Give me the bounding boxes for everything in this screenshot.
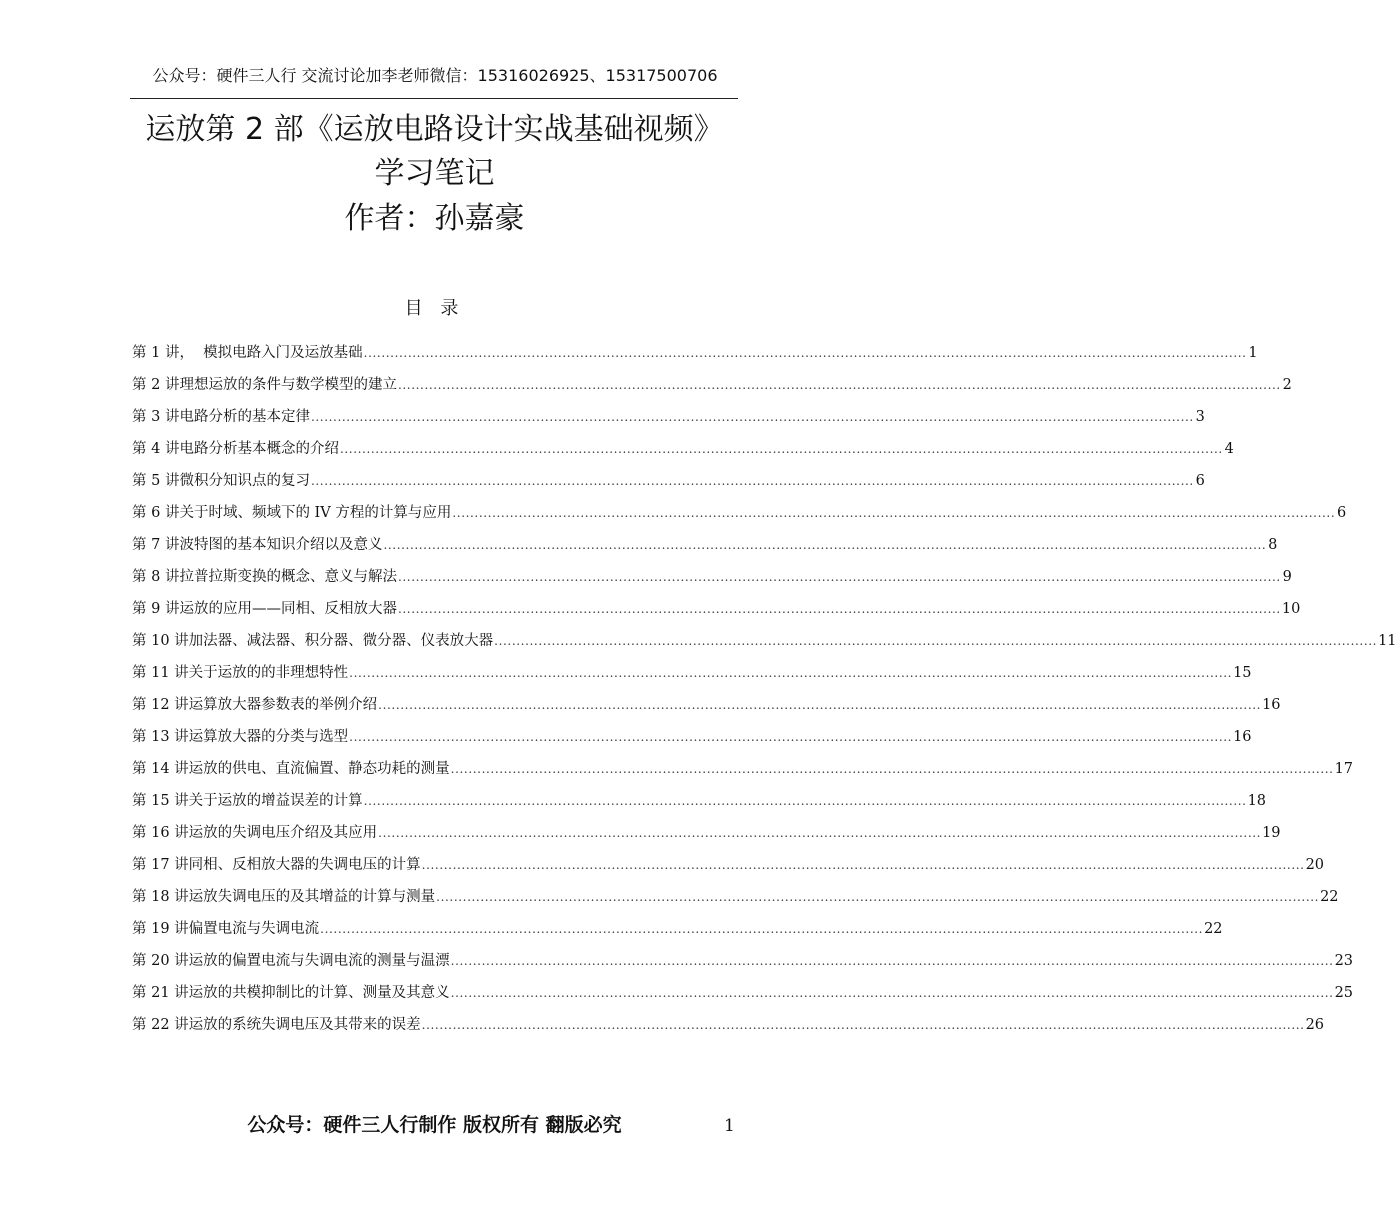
dot-leader: ........................................................................................................................................................................................................ <box>349 666 1233 680</box>
toc-entry-page: 19 <box>1262 825 1281 841</box>
toc-entry[interactable] <box>132 470 1205 502</box>
dot-leader: ........................................................................................................................................................................................................ <box>310 410 1194 424</box>
toc-entry[interactable] <box>132 694 1281 726</box>
toc-entry-page: 2 <box>1282 377 1292 393</box>
toc-entry[interactable] <box>132 726 1252 758</box>
toc-entry-page: 1 <box>1248 345 1258 361</box>
toc-entry-title: 第 1 讲， 模拟电路入门及运放基础 <box>132 345 363 361</box>
toc-entry-page: 25 <box>1334 985 1354 1001</box>
toc-entry[interactable] <box>132 790 1267 822</box>
toc-entry-title: 第 2 讲理想运放的条件与数学模型的建立 <box>132 377 397 393</box>
page-number: 1 <box>724 1116 735 1136</box>
dot-leader: ........................................................................................................................................................................................................ <box>452 506 1336 520</box>
toc-entry-title: 第 22 讲运放的系统失调电压及其带来的误差 <box>132 1017 421 1033</box>
toc-entry-title: 第 16 讲运放的失调电压介绍及其应用 <box>132 825 378 841</box>
toc-entry-page: 15 <box>1233 665 1252 681</box>
toc-entry[interactable] <box>132 630 1397 662</box>
dot-leader: ........................................................................................................................................................................................................ <box>397 378 1281 392</box>
dot-leader: ........................................................................................................................................................................................................ <box>421 858 1305 872</box>
dot-leader: ........................................................................................................................................................................................................ <box>349 730 1233 744</box>
toc-entry[interactable] <box>132 534 1278 566</box>
toc-entry-page: 16 <box>1262 697 1281 713</box>
toc-entry-title: 第 20 讲运放的偏置电流与失调电流的测量与温漂 <box>132 953 450 969</box>
dot-leader: ........................................................................................................................................................................................................ <box>339 442 1223 456</box>
document-subtitle: 学习笔记 <box>374 156 495 191</box>
dot-leader: ........................................................................................................................................................................................................ <box>363 346 1247 360</box>
toc-entry-title: 第 4 讲电路分析基本概念的介绍 <box>132 441 339 457</box>
toc-entry-page: 22 <box>1204 921 1223 937</box>
dot-leader: ........................................................................................................................................................................................................ <box>450 762 1334 776</box>
dot-leader: ........................................................................................................................................................................................................ <box>378 698 1262 712</box>
page-footer: 公众号：硬件三人行制作 版权所有 翻版必究 <box>247 1114 622 1136</box>
toc-entry-page: 18 <box>1247 793 1267 809</box>
toc-entry[interactable] <box>132 502 1347 534</box>
toc-entry-title: 第 6 讲关于时域、频域下的 IV 方程的计算与应用 <box>132 505 452 521</box>
toc-entry-page: 9 <box>1282 569 1292 585</box>
toc-entry-page: 20 <box>1305 857 1325 873</box>
toc-entry[interactable] <box>132 598 1301 630</box>
toc-entry-title: 第 8 讲拉普拉斯变换的概念、意义与解法 <box>132 569 397 585</box>
toc-entry-title: 第 11 讲关于运放的的非理想特性 <box>132 665 349 681</box>
toc-entry-title: 第 13 讲运算放大器的分类与选型 <box>132 729 349 745</box>
dot-leader: ........................................................................................................................................................................................................ <box>450 986 1334 1000</box>
toc-entry-page: 3 <box>1195 409 1205 425</box>
toc-entry-page: 6 <box>1195 473 1205 489</box>
toc-entry-title: 第 10 讲加法器、减法器、积分器、微分器、仪表放大器 <box>132 633 494 649</box>
toc-entry-page: 17 <box>1334 761 1354 777</box>
toc-heading: 目 录 <box>404 298 465 319</box>
toc-entry[interactable] <box>132 982 1354 1014</box>
toc-entry[interactable] <box>132 342 1258 374</box>
toc-entry-title: 第 12 讲运算放大器参数表的举例介绍 <box>132 697 378 713</box>
document-title: 运放第 2 部《运放电路设计实战基础视频》 <box>145 112 724 147</box>
toc-entry-title: 第 18 讲运放失调电压的及其增益的计算与测量 <box>132 889 436 905</box>
toc-entry[interactable] <box>132 950 1354 982</box>
table-of-contents <box>132 342 1397 1046</box>
toc-entry[interactable] <box>132 374 1292 406</box>
toc-entry[interactable] <box>132 854 1325 886</box>
dot-leader: ........................................................................................................................................................................................................ <box>450 954 1334 968</box>
toc-entry-title: 第 7 讲波特图的基本知识介绍以及意义 <box>132 537 383 553</box>
dot-leader: ........................................................................................................................................................................................................ <box>421 1018 1305 1032</box>
toc-entry[interactable] <box>132 438 1234 470</box>
toc-entry-title: 第 5 讲微积分知识点的复习 <box>132 473 310 489</box>
toc-entry-title: 第 9 讲运放的应用——同相、反相放大器 <box>132 601 397 617</box>
header-divider <box>130 98 738 99</box>
toc-entry[interactable] <box>132 918 1223 950</box>
dot-leader: ........................................................................................................................................................................................................ <box>494 634 1378 648</box>
toc-entry[interactable] <box>132 886 1339 918</box>
toc-entry-page: 22 <box>1320 889 1339 905</box>
dot-leader: ........................................................................................................................................................................................................ <box>397 602 1281 616</box>
toc-entry-page: 6 <box>1337 505 1347 521</box>
page-header: 公众号：硬件三人行 交流讨论加李老师微信：15316026925、15317500706 <box>152 66 718 85</box>
dot-leader: ........................................................................................................................................................................................................ <box>310 474 1194 488</box>
toc-entry-title: 第 15 讲关于运放的增益误差的计算 <box>132 793 363 809</box>
dot-leader: ........................................................................................................................................................................................................ <box>436 890 1320 904</box>
toc-entry[interactable] <box>132 406 1205 438</box>
toc-entry-page: 26 <box>1305 1017 1325 1033</box>
toc-entry[interactable] <box>132 566 1292 598</box>
toc-entry-page: 10 <box>1281 601 1301 617</box>
toc-entry-title: 第 19 讲偏置电流与失调电流 <box>132 921 320 937</box>
toc-entry-page: 23 <box>1334 953 1354 969</box>
toc-entry-title: 第 17 讲同相、反相放大器的失调电压的计算 <box>132 857 421 873</box>
dot-leader: ........................................................................................................................................................................................................ <box>320 922 1204 936</box>
dot-leader: ........................................................................................................................................................................................................ <box>378 826 1262 840</box>
toc-entry-page: 8 <box>1268 537 1278 553</box>
toc-entry-title: 第 21 讲运放的共模抑制比的计算、测量及其意义 <box>132 985 450 1001</box>
toc-entry[interactable] <box>132 758 1354 790</box>
toc-entry[interactable] <box>132 822 1281 854</box>
toc-entry-title: 第 14 讲运放的供电、直流偏置、静态功耗的测量 <box>132 761 450 777</box>
toc-entry-title: 第 3 讲电路分析的基本定律 <box>132 409 310 425</box>
dot-leader: ........................................................................................................................................................................................................ <box>363 794 1247 808</box>
dot-leader: ........................................................................................................................................................................................................ <box>383 538 1267 552</box>
dot-leader: ........................................................................................................................................................................................................ <box>397 570 1281 584</box>
toc-entry-page: 4 <box>1224 441 1234 457</box>
toc-entry-page: 16 <box>1233 729 1252 745</box>
toc-entry[interactable] <box>132 662 1252 694</box>
toc-entry-page: 11 <box>1378 633 1397 649</box>
toc-entry[interactable] <box>132 1014 1325 1046</box>
document-author: 作者：孙嘉豪 <box>344 201 525 236</box>
